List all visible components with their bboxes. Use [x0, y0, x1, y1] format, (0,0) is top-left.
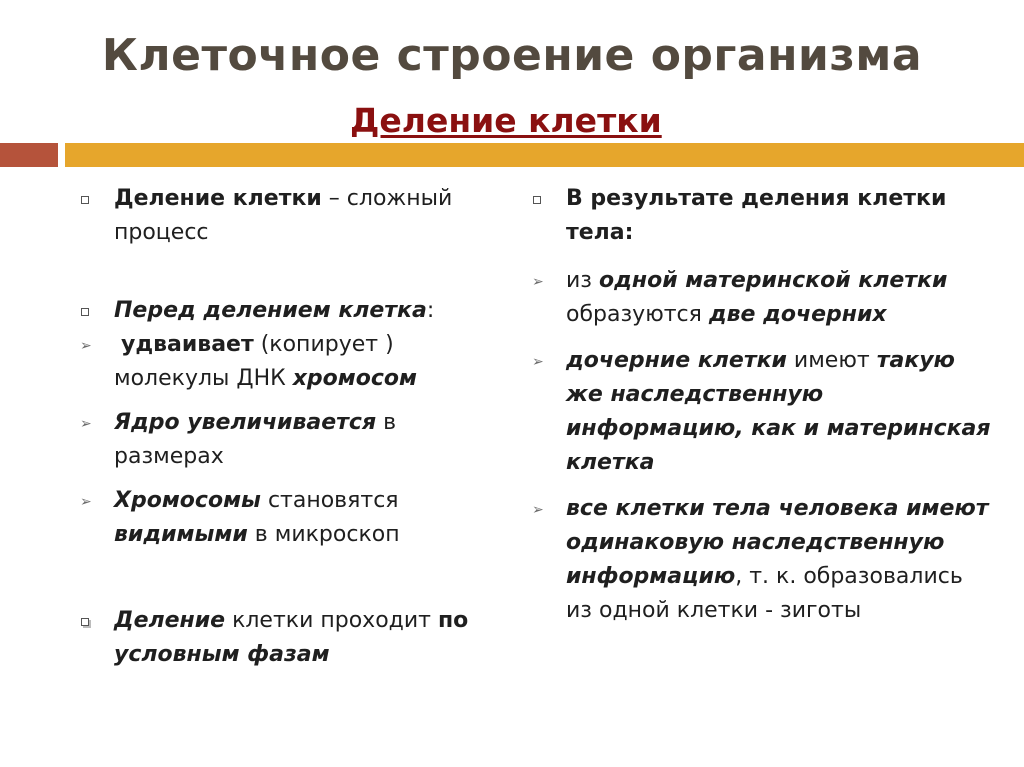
left-column [78, 182, 478, 672]
sub-item-all-cells [530, 492, 995, 628]
page-title: Клеточное строение организма [101, 30, 923, 81]
square-bullet-icon [78, 182, 102, 216]
decor-band-left [0, 143, 58, 167]
item-text: Перед делением клетка: [114, 298, 435, 323]
square-bullet-icon [530, 182, 554, 216]
arrow-bullet-icon: ➢ [532, 354, 544, 370]
arrow-bullet-icon: ➢ [80, 494, 92, 510]
decor-band-right [65, 143, 1024, 167]
item-text: дочерние клетки имеют такую же наследственную информацию, как и материнская клетка [566, 348, 991, 475]
square-bullet-icon [78, 604, 102, 638]
sub-item-chromosomes [78, 484, 478, 552]
sub-item-two-daughters [530, 264, 995, 332]
page-subtitle: Деление клетки [350, 101, 662, 140]
sub-item-nucleus [78, 406, 478, 474]
arrow-bullet-icon: ➢ [80, 338, 92, 354]
item-text: Деление клетки проходит по условным фазам [114, 608, 469, 667]
square-bullet-icon [78, 294, 102, 328]
item-text: Деление клетки – сложный процесс [114, 186, 453, 245]
list-item-division-complex [78, 182, 478, 250]
item-text: Хромосомы становятся видимыми в микроскоп [114, 488, 400, 547]
list-item-before-division [78, 294, 478, 328]
arrow-bullet-icon: ➢ [80, 416, 92, 432]
item-text: все клетки тела человека имеют одинаковую наследственную информацию, т. к. образовались из одной клетки - зиготы [566, 496, 989, 623]
arrow-bullet-icon: ➢ [532, 274, 544, 290]
sub-item-same-info [530, 344, 995, 480]
list-item-result [530, 182, 995, 250]
item-text: удваивает (копирует ) молекулы ДНК хромосом [114, 332, 418, 391]
item-text: Ядро увеличивается в размерах [114, 410, 397, 469]
right-column [530, 182, 995, 628]
arrow-bullet-icon: ➢ [532, 502, 544, 518]
item-text: из одной материнской клетки образуются две дочерних [566, 268, 948, 327]
list-item-phases [78, 604, 478, 672]
sub-item-doubling [78, 328, 478, 396]
item-text: В результате деления клетки тела: [566, 186, 947, 245]
